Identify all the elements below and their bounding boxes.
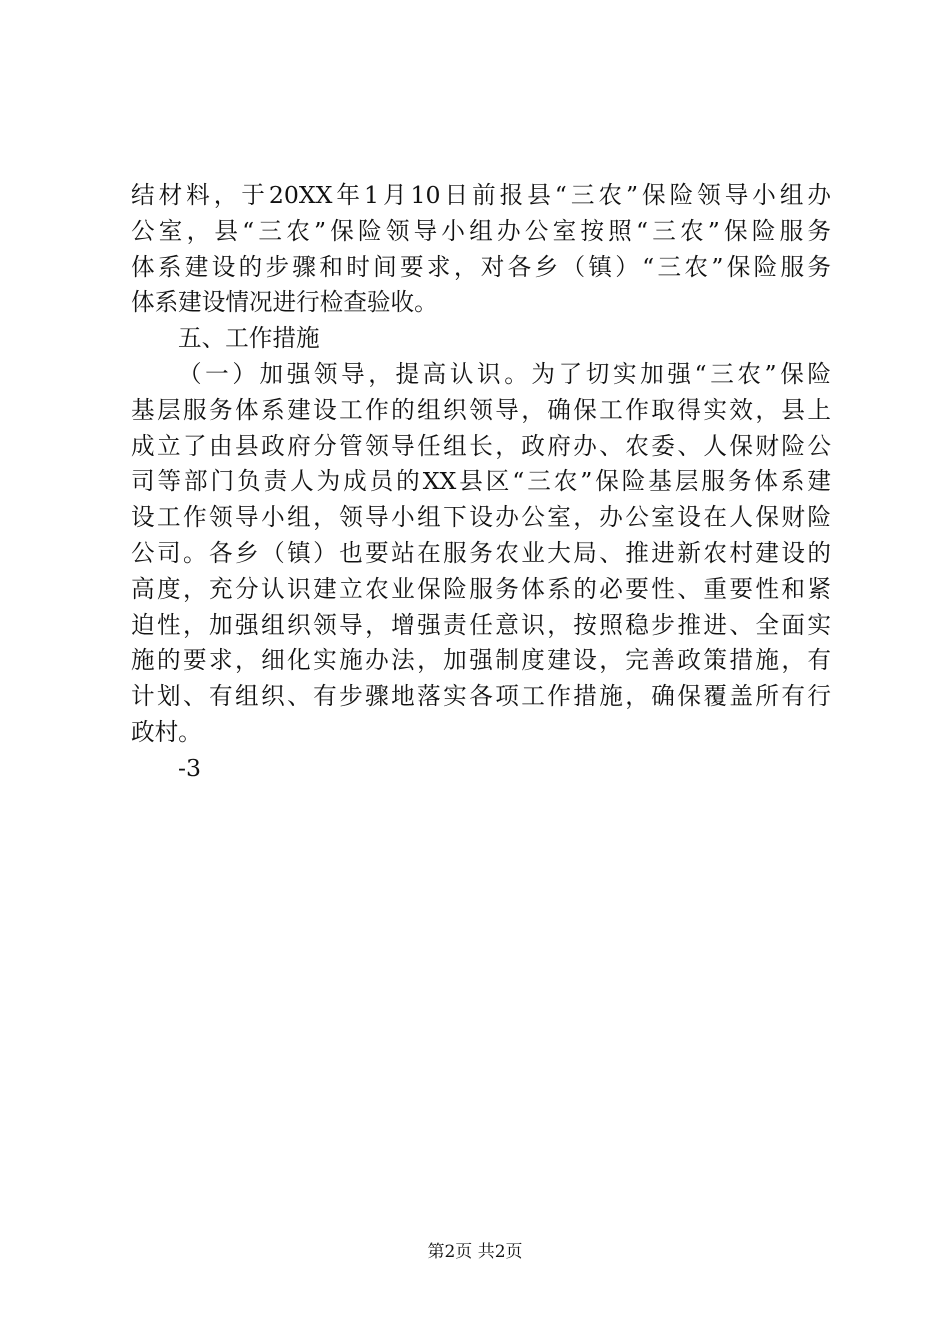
text-line: 基层服务体系建设工作的组织领导，确保工作取得实效，县上 (131, 395, 831, 424)
text-line: 迫性，加强组织领导，增强责任意识，按照稳步推进、全面实 (131, 610, 831, 639)
text-line: （一）加强领导，提高认识。为了切实加强“三农”保险 (178, 359, 831, 388)
text-line: 施的要求，细化实施办法，加强制度建设，完善政策措施，有 (131, 646, 831, 675)
page-footer: 第2页 共2页 (427, 1242, 523, 1262)
text-line: 体系建设情况进行检查验收。 (131, 288, 438, 317)
text-line: 公室，县“三农”保险领导小组办公室按照“三农”保险服务 (131, 216, 831, 245)
text-line: 公司。各乡（镇）也要站在服务农业大局、推进新农村建设的 (131, 538, 831, 567)
section-heading: 五、工作措施 (178, 324, 320, 353)
document-body (131, 178, 831, 787)
text-line: 设工作领导小组，领导小组下设办公室，办公室设在人保财险 (131, 503, 831, 532)
text-line: 成立了由县政府分管领导任组长，政府办、农委、人保财险公 (131, 431, 831, 460)
text-line: 政村。 (131, 717, 202, 746)
text-line: 计划、有组织、有步骤地落实各项工作措施，确保覆盖所有行 (131, 682, 831, 711)
page-marker: -3 (178, 753, 201, 782)
text-line: 司等部门负责人为成员的XX县区“三农”保险基层服务体系建 (131, 467, 831, 496)
text-line: 体系建设的步骤和时间要求，对各乡（镇）“三农”保险服务 (131, 252, 831, 281)
text-line: 结材料，于20XX年1月10日前报县“三农”保险领导小组办 (131, 181, 831, 209)
text-line: 高度，充分认识建立农业保险服务体系的必要性、重要性和紧 (131, 574, 831, 603)
